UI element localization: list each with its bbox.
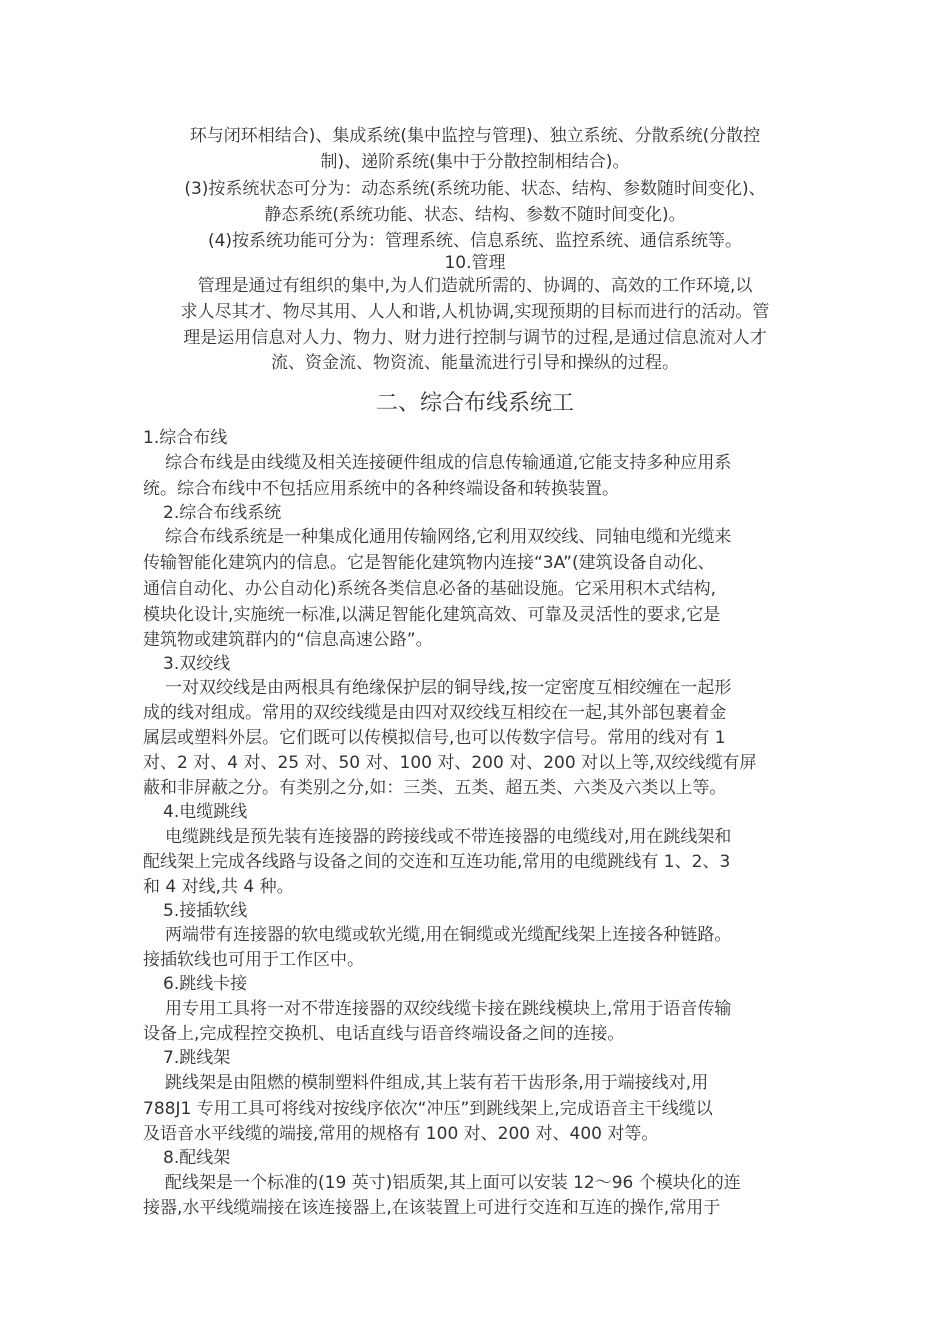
text-line: 通信自动化、办公自动化)系统各类信息必备的基础设施。它采用积木式结构, — [143, 579, 717, 599]
text-line: 及语音水平线缆的端接,常用的规格有 100 对、200 对、400 对等。 — [143, 1124, 659, 1144]
section-heading: 3.双绞线 — [163, 654, 231, 674]
text-line: (3)按系统状态可分为：动态系统(系统功能、状态、结构、参数随时间变化)、 — [184, 179, 766, 199]
text-line: 理是运用信息对人力、物力、财力进行控制与调节的过程,是通过信息流对人才 — [183, 328, 767, 348]
section-heading: 7.跳线架 — [163, 1048, 231, 1068]
section-heading: 1.综合布线 — [143, 428, 228, 448]
section-heading: 8.配线架 — [163, 1148, 231, 1168]
text-line: 跳线架是由阻燃的模制塑料件组成,其上装有若干齿形条,用于端接线对,用 — [165, 1073, 709, 1093]
text-line: 配线架是一个标准的(19 英寸)铝质架,其上面可以安装 12～96 个模块化的连 — [165, 1173, 741, 1193]
text-line: 传输智能化建筑内的信息。它是智能化建筑物内连接“3A”(建筑设备自动化、 — [143, 553, 715, 573]
section-title: 二、综合布线系统工 — [375, 391, 574, 416]
text-line: 求人尽其才、物尽其用、人人和谐,人机协调,实现预期的目标而进行的活动。管 — [180, 302, 770, 322]
text-line: 788J1 专用工具可将线对按线序依次“冲压”到跳线架上,完成语音主干线缆以 — [143, 1099, 713, 1119]
text-line: 一对双绞线是由两根具有绝缘保护层的铜导线,按一定密度互相绞缠在一起形 — [165, 678, 732, 698]
text-line: 两端带有连接器的软电缆或软光缆,用在铜缆或光缆配线架上连接各种链路。 — [165, 925, 732, 945]
text-line: 接器,水平线缆端接在该连接器上,在该装置上可进行交连和互连的操作,常用于 — [143, 1198, 721, 1218]
text-line: 综合布线是由线缆及相关连接硬件组成的信息传输通道,它能支持多种应用系 — [165, 453, 732, 473]
text-line: 对、2 对、4 对、25 对、50 对、100 对、200 对、200 对以上等,双绞线缆有屏 — [143, 753, 757, 773]
section-heading: 4.电缆跳线 — [163, 802, 248, 822]
text-line: 综合布线系统是一种集成化通用传输网络,它利用双绞线、同轴电缆和光缆来 — [165, 527, 732, 547]
text-line: 设备上,完成程控交换机、电话直线与语音终端设备之间的连接。 — [143, 1024, 625, 1044]
text-line: 用专用工具将一对不带连接器的双绞线缆卡接在跳线模块上,常用于语音传输 — [165, 999, 732, 1019]
text-line: 电缆跳线是预先装有连接器的跨接线或不带连接器的电缆线对,用在跳线架和 — [165, 827, 732, 847]
text-line: 蔽和非屏蔽之分。有类别之分,如：三类、五类、超五类、六类及六类以上等。 — [143, 778, 727, 798]
text-line: 管理是通过有组织的集中,为人们造就所需的、协调的、高效的工作环境,以 — [197, 276, 753, 296]
text-line: 统。综合布线中不包括应用系统中的各种终端设备和转换装置。 — [143, 479, 619, 499]
section-heading: 6.跳线卡接 — [163, 974, 248, 994]
text-line: 环与闭环相结合)、集成系统(集中监控与管理)、独立系统、分散系统(分散控 — [189, 126, 761, 146]
text-line: 接插软线也可用于工作区中。 — [143, 950, 364, 970]
text-line: 属层或塑料外层。它们既可以传模拟信号,也可以传数字信号。常用的线对有 1 — [143, 728, 726, 748]
section-heading: 2.综合布线系统 — [163, 503, 282, 523]
text-line: 静态系统(系统功能、状态、结构、参数不随时间变化)。 — [264, 205, 686, 225]
text-line: (4)按系统功能可分为：管理系统、信息系统、监控系统、通信系统等。 — [207, 231, 743, 251]
heading-10: 10.管理 — [444, 253, 506, 273]
text-line: 配线架上完成各线路与设备之间的交连和互连功能,常用的电缆跳线有 1、2、3 — [143, 852, 731, 872]
text-line: 流、资金流、物资流、能量流进行引导和操纵的过程。 — [271, 353, 679, 373]
text-line: 成的线对组成。常用的双绞线缆是由四对双绞线互相绞在一起,其外部包裹着金 — [143, 703, 727, 723]
text-line: 和 4 对线,共 4 种。 — [143, 877, 294, 897]
text-line: 制)、递阶系统(集中于分散控制相结合)。 — [320, 152, 630, 172]
section-heading: 5.接插软线 — [163, 901, 248, 921]
text-line: 建筑物或建筑群内的“信息高速公路”。 — [143, 630, 433, 650]
text-line: 模块化设计,实施统一标准,以满足智能化建筑高效、可靠及灵活性的要求,它是 — [143, 605, 721, 625]
